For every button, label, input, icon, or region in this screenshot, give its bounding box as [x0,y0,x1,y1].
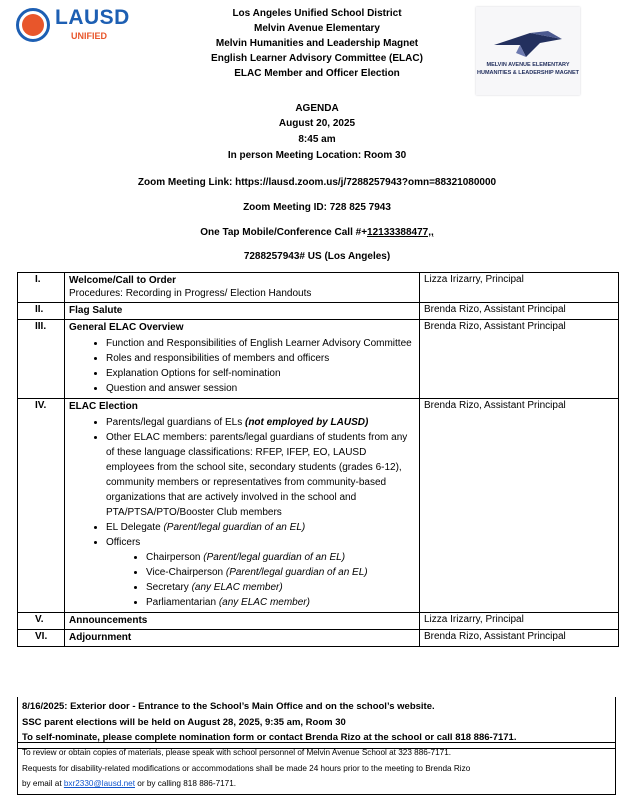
agenda-row [18,630,619,647]
meeting-location: In person Meeting Location: Room 30 [227,150,407,161]
meeting-title: ELAC Member and Officer Election [234,68,400,79]
item-content [65,320,420,399]
list-item: • Parents/legal guardians of ELs (not employed by LAUSD) [106,415,415,430]
delegate-note: (Parent/legal guardian of an EL) [163,522,306,533]
item-presenter: Lizza Irizarry, Principal [420,613,619,630]
notes-line-3: To self-nominate, please complete nomination form or contact Brenda Rizo at the school or call 818 886-7171. [22,732,517,743]
agenda-row [18,613,619,630]
phone-number-link[interactable]: 12133388477,, [367,227,434,238]
officer-item: • Secretary (any ELAC member) [146,580,415,595]
small-print-line-3: by email at bxr2330@lausd.net or by calling 818 886-7171. [22,779,237,788]
item-number: VI. [18,630,65,647]
school-name: Melvin Avenue Elementary [254,23,380,34]
magnet-name: Melvin Humanities and Leadership Magnet [215,38,419,49]
item-subtitle: Procedures: Recording in Progress/ Election Handouts [69,288,312,299]
school-logo-line2: HUMANITIES & LEADERSHIP MAGNET [477,70,579,76]
phone-line [0,227,634,238]
zoom-link[interactable]: Zoom Meeting Link: https://lausd.zoom.us/j/7288257943?omn=88321080000 [137,177,497,188]
committee-name: English Learner Advisory Committee (ELAC) [211,53,423,64]
election-list [69,415,415,610]
agenda-row [18,273,619,303]
list-item: • EL Delegate (Parent/legal guardian of an EL) [106,520,415,535]
officers-list [106,550,415,610]
district-name: Los Angeles Unified School District [232,8,402,19]
agenda-heading: AGENDA [295,103,339,114]
list-item: • Question and answer session [106,381,415,396]
list-item: • Other ELAC members: parents/legal guardians of students from any of these language classifications: RFEP, IFEP, EO, LAUSD employees from the school site, secondary students (grades 6-12), community members or representatives from community-based organizations that are actively involved in the school and PTA/PTSA/PTO/Booster Club members [106,430,415,520]
list-item: • Officers • Chairperson (Parent/legal guardian of an EL) • Vice-Chairperson (Parent/legal guardian of an EL) • Secretary (any ELAC member) • Parliamentarian (any ELAC member) [106,535,415,610]
item-content [65,630,420,647]
notes-line-2: SSC parent elections will be held on August 28, 2025, 9:35 am, Room 30 [22,716,346,728]
item-title: General ELAC Overview [69,322,184,333]
not-employed-note: (not employed by LAUSD) [244,417,369,428]
item-presenter: Brenda Rizo, Assistant Principal [420,630,619,647]
agenda-table [17,272,619,647]
list-item: • Explanation Options for self-nomination [106,366,415,381]
item-title: ELAC Election [69,401,138,412]
item-title: Welcome/Call to Order [69,275,177,286]
item-content [65,399,420,613]
item-presenter: Brenda Rizo, Assistant Principal [420,303,619,320]
school-logo [476,7,580,95]
agenda-row [18,399,619,613]
small-print-line-2: Requests for disability-related modifications or accommodations shall be made 24 hours prior to the meeting to Brenda Rizo [22,763,471,773]
meeting-date: August 20, 2025 [278,118,356,129]
item-number: V. [18,613,65,630]
agenda-row [18,303,619,320]
item-content [65,303,420,320]
item-number: I. [18,273,65,303]
item-number: III. [18,320,65,399]
overview-list [69,336,415,396]
email-link[interactable]: bxr2330@lausd.net [63,779,136,788]
phone-prefix: One Tap Mobile/Conference Call #+ [200,227,368,238]
item-content [65,613,420,630]
lausd-logo-sub: UNIFIED [71,31,107,41]
item-title: Flag Salute [69,305,123,316]
lausd-logo-text: LAUSD [55,6,130,29]
zoom-meeting-id: Zoom Meeting ID: 728 825 7943 [243,202,391,213]
phone-line-2: 7288257943# US (Los Angeles) [243,251,391,262]
item-presenter: Brenda Rizo, Assistant Principal [420,399,619,613]
agenda-row [18,320,619,399]
item-content [65,273,420,303]
item-number: II. [18,303,65,320]
school-logo-line1: MELVIN AVENUE ELEMENTARY [486,62,570,68]
meeting-time: 8:45 am [298,134,336,145]
item-presenter: Brenda Rizo, Assistant Principal [420,320,619,399]
item-presenter: Lizza Irizarry, Principal [420,273,619,303]
list-item: • Roles and responsibilities of members and officers [106,351,415,366]
notes-box [17,697,616,749]
small-print-box [17,742,616,795]
officer-item: • Parliamentarian (any ELAC member) [146,595,415,610]
small-print-line-1: To review or obtain copies of materials, please speak with school personnel of Melvin Avenue School at 323 886-7171. [22,748,452,757]
item-title: Adjournment [69,632,132,643]
officer-item: • Chairperson (Parent/legal guardian of an EL) [146,550,415,565]
item-title: Announcements [69,615,148,626]
notes-line-1: 8/16/2025: Exterior door - Entrance to the School’s Main Office and on the school’s website. [22,701,435,712]
item-number: IV. [18,399,65,613]
list-item: • Function and Responsibilities of English Learner Advisory Committee [106,336,415,351]
officer-item: • Vice-Chairperson (Parent/legal guardian of an EL) [146,565,415,580]
